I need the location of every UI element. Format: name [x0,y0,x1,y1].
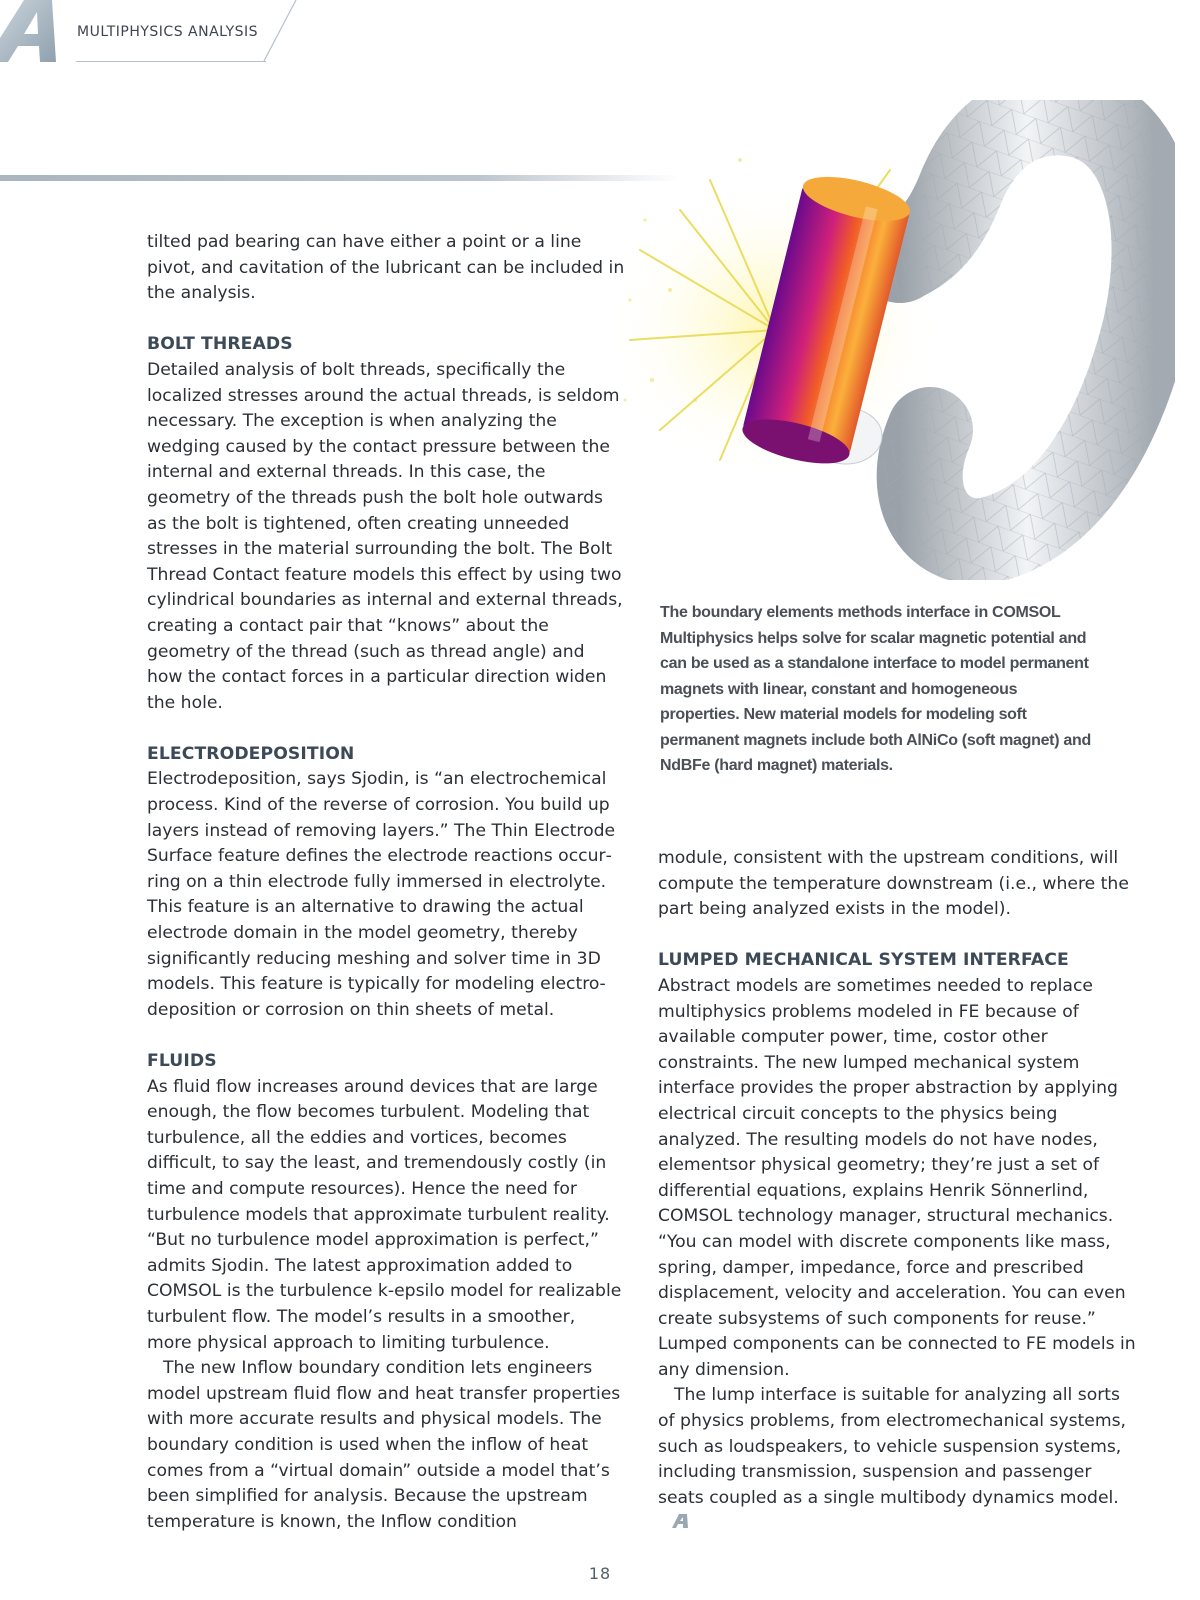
fluids-paragraph-1: As fluid flow increases around devices that are large enough, the flow becomes turbulent. Modeling that turbulence, all the eddies and vortices, becomes difficult, to say the least, and tremendously costly (in time and compute resources). Hence the need for turbulence models that approximate turbulent reality. “But no turbulence model approximation is perfect,” admits Sjodin. The latest approximation added to COMSOL is the turbulence k-epsilo model for realizable turbulent flow. The model’s results in a smoother, more physical approach to limiting turbulence. [147,1076,622,1353]
bolt-threads-heading: BOLT THREADS [147,334,293,355]
lumped-system-paragraph-1: Abstract models are sometimes needed to replace multiphysics problems modeled in FE because of available computer power, time, costor other constraints. The new lumped mechanical system interface provides the proper abstraction by applying electrical circuit concepts to the physics being analyzed. The resulting models do not have nodes, elementsor physical geometry; they’re just a set of differential equations, explains Henrik Sönnerlind, COMSOL technology manager, structural mechanics. “You can model with discrete components like mass, spring, damper, impedance, force and prescribed displacement, velocity and acceleration. You can even create subsystems of such components for reuse.” Lumped components can be connected to FE models in any dimension. [658,975,1136,1380]
figure-caption: The boundary elements methods interface in COMSOL Multiphysics helps solve for scalar magnetic potential and can be used as a standalone interface to model permanent magnets with linear, constant and homogeneous properties. New material models for modeling soft permanent magnets include both AlNiCo (soft magnet) and NdBFe (hard magnet) materials. [660,604,1091,774]
fluids-paragraph-2: The new Inflow boundary condition lets engineers model upstream fluid flow and heat transfer properties with more accurate results and physical models. The boundary condition is used when the inflow of heat comes from a “virtual domain” outside a model that’s been simplified for analysis. Because the upstream temperature is known, the Inflow condition [147,1358,621,1532]
header-divider [76,61,266,62]
lumped-system-heading: LUMPED MECHANICAL SYSTEM INTERFACE [658,950,1069,971]
left-column [147,230,625,1535]
lumped-system-paragraph-2-text: The lump interface is suitable for analyzing all sorts of physics problems, from electromechanical systems, such as loudspeakers, to vehicle suspension systems, including transmission, suspension and passenger seats coupled as a single multibody dynamics model. [658,1385,1127,1508]
continuation-paragraph: module, consistent with the upstream conditions, will compute the temperature downstream (i.e., where the part being analyzed exists in the model). [658,848,1129,920]
electrodeposition-heading: ELECTRODEPOSITION [147,743,355,764]
lumped-system-paragraph-2 [658,1383,1141,1537]
intro-paragraph: tilted pad bearing can have either a point or a line pivot, and cavitation of the lubricant can be included in the analysis. [147,232,625,304]
header-slash-divider [260,0,300,62]
magnet-simulation-figure [600,100,1175,580]
fluids-heading: FLUIDS [147,1051,217,1071]
electrodeposition-paragraph: Electrodeposition, says Sjodin, is “an electrochemical process. Kind of the reverse of corrosion. You build up layers instead of removing layers.” The Thin Electrode Surface feature defines the electrode reactions occurring on a thin electrode fully immersed in electrolyte. This feature is an alternative to drawing the actual electrode domain in the model geometry, thereby significantly reducing meshing and solver time in 3D models. This feature is typically for modeling electrodeposition or corrosion on thin sheets of metal. [147,769,616,1020]
section-label: MULTIPHYSICS ANALYSIS [77,24,259,40]
page-number: 18 [588,1564,612,1583]
bolt-threads-paragraph: Detailed analysis of bolt threads, specifically the localized stresses around the actual threads, is seldom necessary. The exception is when analyzing the wedging caused by the contact pressure between the internal and external threads. In this case, the geometry of the threads push the bolt hole outwards as the bolt is tightened, often creating unneeded stresses in the material surrounding the bolt. The Bolt Thread Contact feature models this effect by using two cylindrical boundaries as internal and external threads, creating a contact pair that “knows” about the geometry of the thread (such as thread angle) and how the contact forces in a particular direction widen the hole. [147,359,623,713]
magazine-logo-icon [0,0,60,62]
article-end-mark-icon [672,1514,690,1528]
right-column [658,846,1141,1537]
header-band [0,175,680,181]
